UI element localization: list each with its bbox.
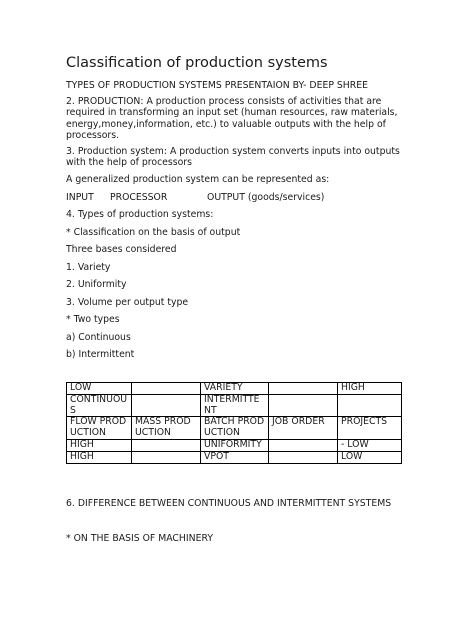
table-cell: UNIFORMITY [201, 439, 269, 451]
table-row [67, 383, 402, 395]
table-cell: FLOW PRODUCTION [67, 417, 132, 440]
table-cell: VPOT [201, 451, 269, 463]
table-cell: PROJECTS [338, 417, 402, 440]
table-cell [338, 394, 402, 417]
document-title: Classification of production systems [66, 55, 328, 71]
table-cell [269, 394, 338, 417]
table-cell [269, 383, 338, 395]
output-label: OUTPUT (goods/services) [207, 192, 325, 203]
table-cell [132, 394, 201, 417]
uniformity-item: 2. Uniformity [66, 279, 127, 290]
intermittent-item: b) Intermittent [66, 349, 135, 360]
types-heading: TYPES OF PRODUCTION SYSTEMS PRESENTAION BY- DEEP SHREE [66, 80, 368, 91]
classification-line: * Classification on the basis of output [66, 227, 241, 238]
generalized-line: A generalized production system can be represented as: [66, 174, 330, 185]
table-cell: LOW [338, 451, 402, 463]
difference-heading: 6. DIFFERENCE BETWEEN CONTINUOUS AND INTERMITTENT SYSTEMS [66, 498, 392, 509]
table-cell [269, 439, 338, 451]
system-definition: 3. Production system: A production system converts inputs into outputs with the help of processors [66, 146, 400, 169]
table-cell: LOW [67, 383, 132, 395]
table-cell: CONTINUOUS [67, 394, 132, 417]
processor-label: PROCESSOR [110, 192, 168, 203]
variety-item: 1. Variety [66, 262, 111, 273]
table-cell [132, 439, 201, 451]
table-cell: JOB ORDER [269, 417, 338, 440]
three-bases-line: Three bases considered [66, 244, 177, 255]
volume-item: 3. Volume per output type [66, 297, 189, 308]
two-types-line: * Two types [66, 314, 120, 325]
table-cell [132, 383, 201, 395]
table-row [67, 394, 402, 417]
production-definition: 2. PRODUCTION: A production process consists of activities that are required in transforming an input set (human resources, raw materials, energy,money,information, etc.) to valuable outputs with the help of processors. [66, 96, 398, 142]
table-cell: HIGH [67, 451, 132, 463]
table-cell: - LOW [338, 439, 402, 451]
types-line: 4. Types of production systems: [66, 209, 214, 220]
input-label: INPUT [66, 192, 94, 203]
table-cell: MASS PRODUCTION [132, 417, 201, 440]
continuous-item: a) Continuous [66, 332, 131, 343]
table-row [67, 417, 402, 440]
classification-table [66, 382, 402, 464]
table-row [67, 439, 402, 451]
table-cell: HIGH [67, 439, 132, 451]
table-cell [269, 451, 338, 463]
table-cell: BATCH PRODUCTION [201, 417, 269, 440]
io-line [66, 192, 410, 203]
table-row [67, 451, 402, 463]
table-cell: VARIETY [201, 383, 269, 395]
machinery-line: * ON THE BASIS OF MACHINERY [66, 533, 214, 544]
table-cell: INTERMITTENT [201, 394, 269, 417]
table-cell [132, 451, 201, 463]
table-cell: HIGH [338, 383, 402, 395]
